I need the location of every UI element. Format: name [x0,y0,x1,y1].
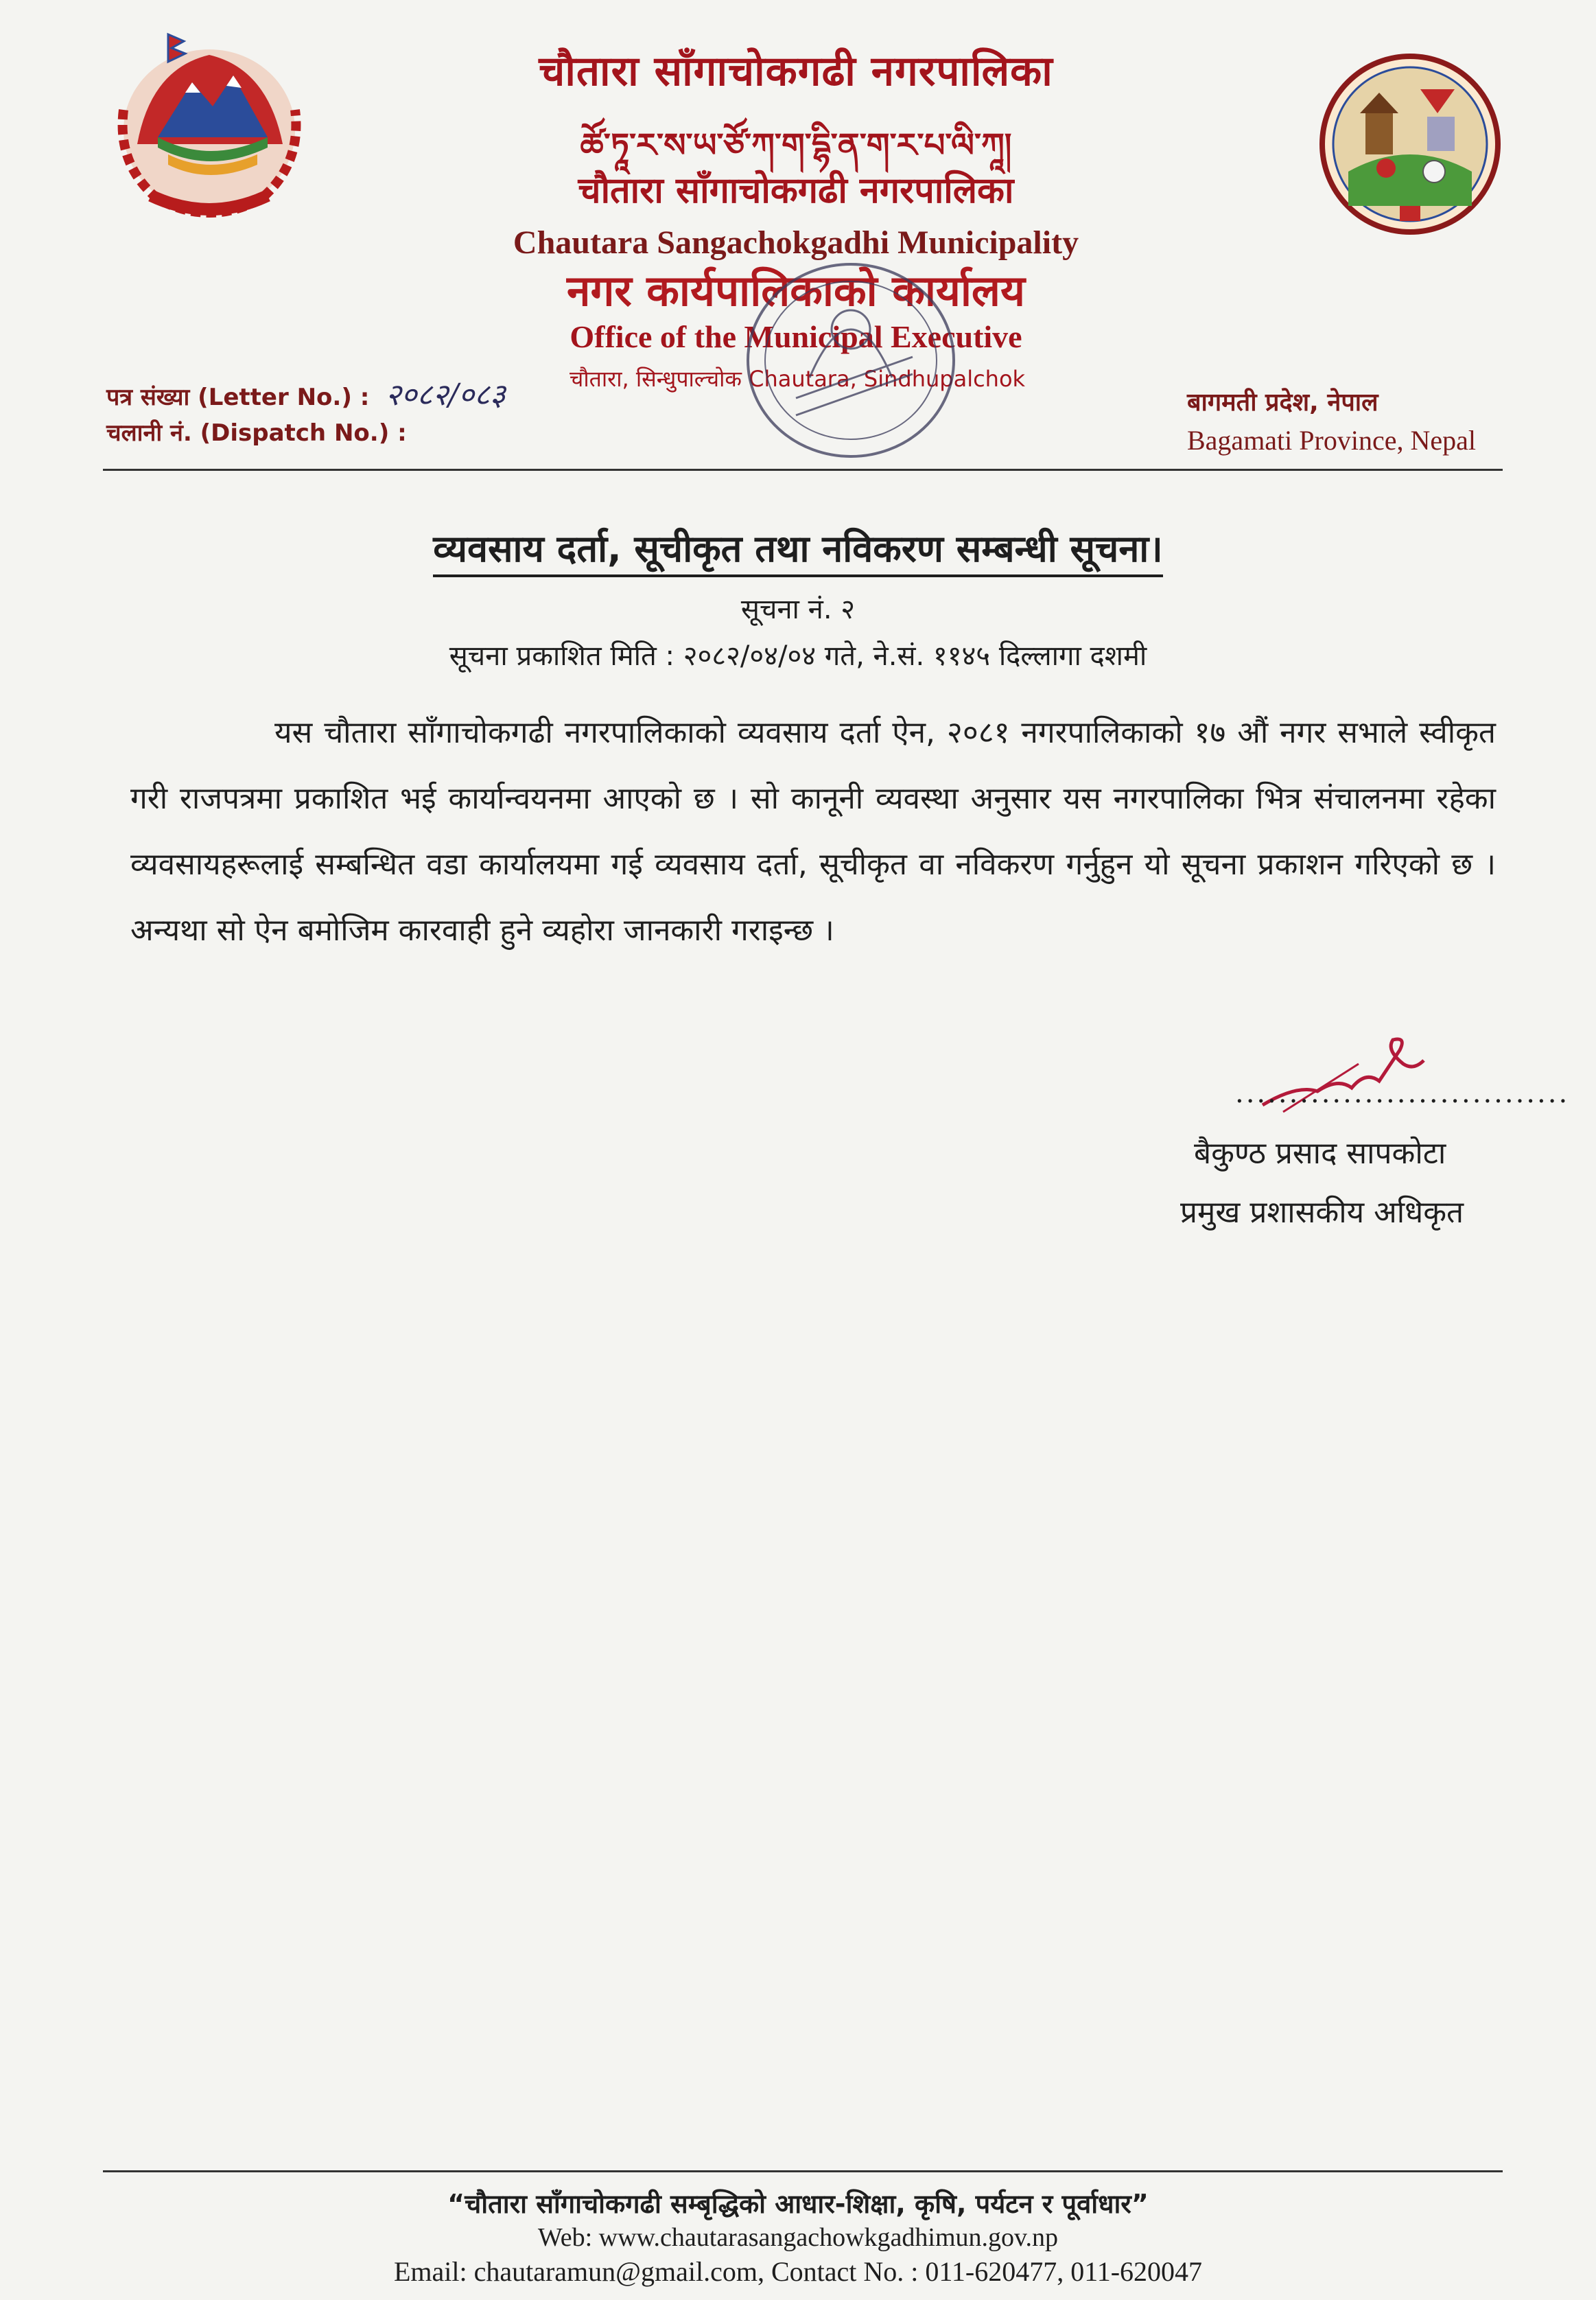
notice-number: सूचना नं. २ [740,594,856,625]
notice-body: यस चौतारा साँगाचोकगढी नगरपालिकाको व्यवसाय दर्ता ऐन, २०८१ नगरपालिकाको १७ औं नगर सभाले स्वीकृत गरी राजपत्रमा प्रकाशित भई कार्यान्वयनमा आएको छ । सो कानूनी व्यवस्था अनुसार यस नगरपालिका भित्र संचालनमा रहेका व्यवसायहरूलाई सम्बन्धित वडा कार्यालयमा गई व्यवसाय दर्ता, सूचीकृत वा नविकरण गर्नुहुन यो सूचना प्रकाशन गरिएको छ । अन्यथा सो ऐन बमोजिम कारवाही हुने व्यहोरा जानकारी गराइन्छ । [130,715,1496,948]
notice-published-date: सूचना प्रकाशित मिति : २०८२/०४/०४ गते, ने.सं. ११४५ दिल्लागा दशमी [449,640,1147,672]
municipality-name-nepali: चौतारा साँगाचोकगढी नगरपालिका [539,47,1053,95]
dispatch-no-label: चलानी नं. (Dispatch No.) : [106,419,407,447]
province-nepali: बागमती प्रदेश, नेपाल [1187,388,1378,417]
office-seal-stamp [734,254,967,467]
footer-website: Web: www.chautarasangachowkgadhimun.gov.np [537,2223,1059,2252]
letter-no-value: २०८२/०८३ [385,377,506,413]
signatory-name: बैकुण्ठ प्रसाद सापकोटा [1194,1136,1446,1171]
footer-contact: Email: chautaramun@gmail.com, Contact No. : 011-620477, 011-620047 [393,2256,1203,2287]
signature-line: ............................... [1235,1078,1570,1109]
dispatch-no-row [106,416,407,448]
nepal-government-emblem-icon [103,27,316,226]
office-location: चौतारा, सिन्धुपाल्चोक Chautara, Sindhupalchok [570,366,1026,392]
office-name-nepali: नगर कार्यपालिकाको कार्यालय [567,266,1025,316]
municipality-name-newari: चौतारा साँगाचोकगढी नगरपालिका [578,170,1014,211]
municipality-logo-icon [1317,48,1503,240]
footer-slogan: “चौतारा साँगाचोकगढी सम्बृद्धिको आधार-शिक्षा, कृषि, पर्यटन र पूर्वाधार” [447,2189,1149,2219]
municipality-name-tibetan: ཚོ་ཏཱ་ར་ས་ཡ་ཙོ་ཀ་ག་དྷི་ན་ག་ར་པ་ལི་ཀཱ། [580,126,1012,165]
municipality-name-english: Chautara Sangachokgadhi Municipality [513,224,1079,261]
letter-no-row [106,373,506,414]
signatory-designation: प्रमुख प्रशासकीय अधिकृत [1180,1195,1464,1230]
letter-no-label: पत्र संख्या (Letter No.) : [106,384,370,411]
header-divider [103,469,1503,471]
province-english: Bagamati Province, Nepal [1187,425,1476,456]
notice-title: व्यवसाय दर्ता, सूचीकृत तथा नविकरण सम्बन्धी सूचना। [0,522,1596,572]
footer-divider [103,2170,1503,2172]
office-name-english: Office of the Municipal Executive [570,319,1022,354]
